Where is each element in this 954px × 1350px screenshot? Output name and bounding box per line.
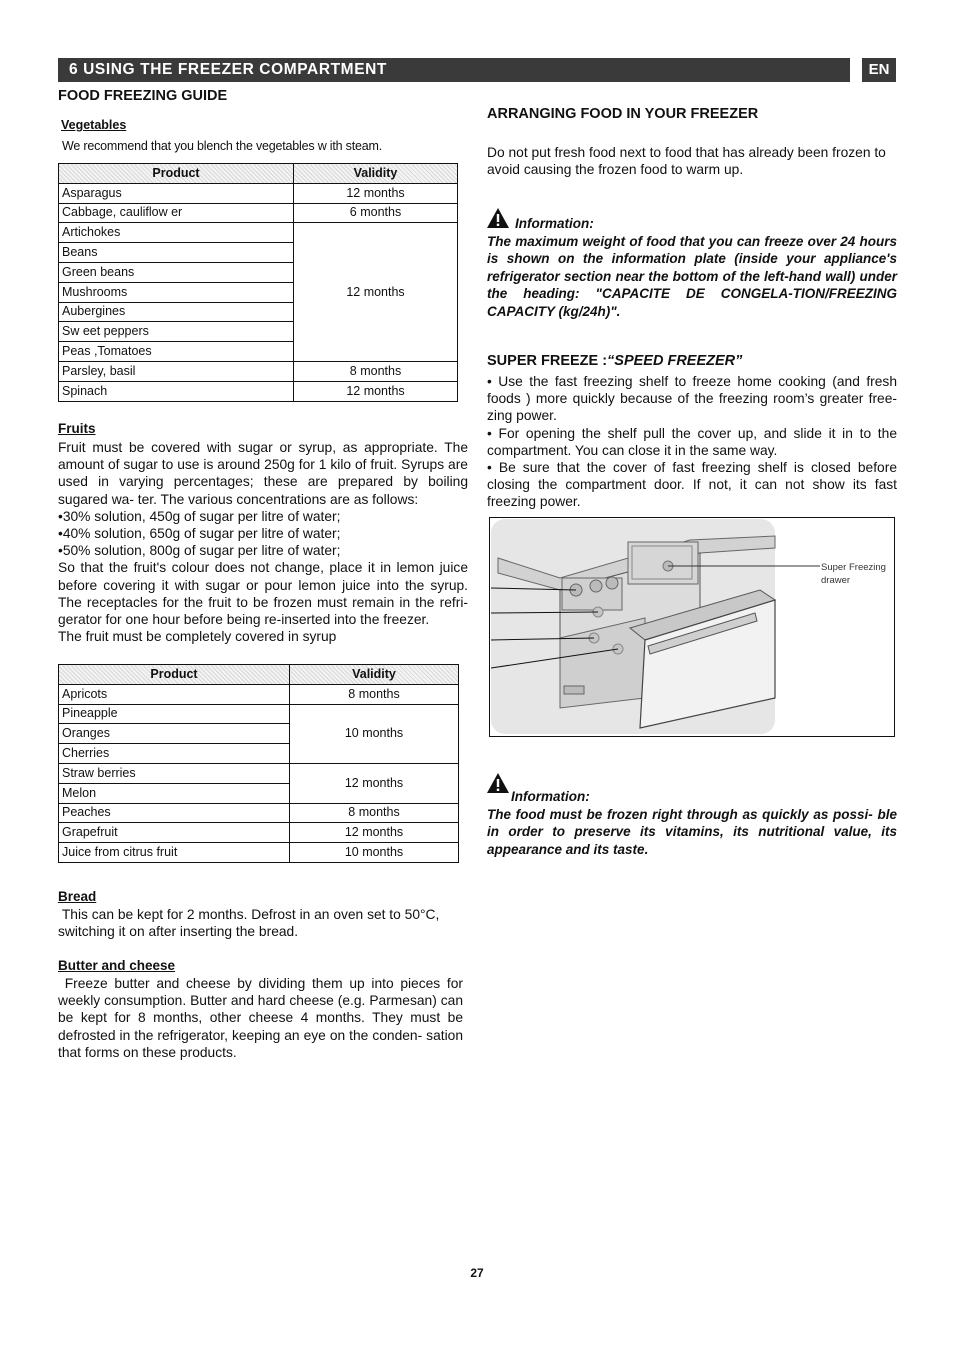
table-row (59, 763, 459, 783)
product-cell: Aubergines (59, 302, 294, 322)
table-header-row (59, 665, 459, 685)
validity-cell: 12 months (290, 823, 459, 843)
product-cell: Melon (59, 783, 290, 803)
food-freezing-guide-title: FOOD FREEZING GUIDE (58, 88, 228, 104)
product-cell: Spinach (59, 381, 294, 401)
product-cell: Asparagus (59, 183, 294, 203)
warning-icon (486, 772, 510, 799)
product-cell: Beans (59, 243, 294, 263)
bullet-item: • Use the fast freezing shelf to freeze home cooking (and fresh foods ) more quickly because of the freezing room’s greater free- zing power. (487, 374, 897, 424)
table-row (59, 823, 459, 843)
product-cell: Straw berries (59, 763, 290, 783)
bread-text: This can be kept for 2 months. Defrost in an oven set to 50°C, switching it on after inserting the bread. (58, 907, 444, 940)
product-cell: Parsley, basil (59, 361, 294, 381)
table-row (59, 223, 458, 243)
fruits-concentration: •40% solution, 650g of sugar per litre of water; (58, 526, 341, 542)
product-cell: Artichokes (59, 223, 294, 243)
column-header-validity: Validity (294, 164, 458, 184)
product-cell: Sw eet peppers (59, 322, 294, 342)
column-header-validity: Validity (290, 665, 459, 685)
page-number: 27 (470, 1266, 484, 1280)
table-row (59, 183, 458, 203)
product-cell: Cherries (59, 744, 290, 764)
vegetables-table (58, 163, 458, 402)
butter-cheese-heading: Butter and cheese (58, 958, 176, 973)
validity-cell: 8 months (294, 361, 458, 381)
fruits-paragraph: The fruit must be completely covered in syrup (58, 629, 337, 645)
table-row (59, 361, 458, 381)
table-row (59, 704, 459, 724)
validity-cell: 12 months (290, 763, 459, 803)
product-cell: Green beans (59, 262, 294, 282)
figure-label-line2: drawer (821, 575, 851, 586)
vegetables-heading: Vegetables (61, 118, 127, 132)
table-header-row (59, 164, 458, 184)
super-freeze-title-italic: “SPEED FREEZER” (607, 353, 743, 369)
product-cell: Grapefruit (59, 823, 290, 843)
product-cell: Pineapple (59, 704, 290, 724)
fruits-concentration: •30% solution, 450g of sugar per litre of water; (58, 508, 341, 524)
product-cell: Apricots (59, 684, 290, 704)
validity-cell: 10 months (290, 843, 459, 863)
validity-cell: 12 months (294, 183, 458, 203)
validity-cell: 12 months (294, 381, 458, 401)
vegetables-note: We recommend that you blench the vegetables w ith steam. (62, 139, 382, 153)
super-freeze-title (487, 353, 742, 369)
arranging-text: Do not put fresh food next to food that has already been frozen to avoid causing the frozen food to warm up. (487, 145, 886, 178)
figure-label-line1: Super Freezing (821, 562, 886, 573)
arranging-title: ARRANGING FOOD IN YOUR FREEZER (487, 106, 759, 122)
fruits-paragraph: So that the fruit's colour does not change, place it in lemon juice before covering it with sugar or pour lemon juice into the syrup. The receptacles for the fruit to be frozen must remain in the refri- gerator for one hour before being re-inserted into the freezer. (58, 560, 468, 628)
validity-cell: 12 months (294, 223, 458, 362)
bullet-item: • For opening the shelf pull the cover up, and slide it in to the compartment. You can close it in the same way. (487, 425, 897, 458)
warning-icon (486, 207, 510, 234)
table-row (59, 803, 459, 823)
info1-title: Information: (515, 216, 594, 231)
fruits-heading: Fruits (58, 421, 96, 436)
table-row (59, 684, 459, 704)
freezer-drawer-illustration (490, 518, 893, 735)
product-cell: Peas ,Tomatoes (59, 342, 294, 362)
column-header-product: Product (59, 665, 290, 685)
table-row (59, 843, 459, 863)
fruits-concentration: •50% solution, 800g of sugar per litre of water; (58, 543, 341, 559)
validity-cell: 10 months (290, 704, 459, 763)
table-row (59, 203, 458, 223)
super-freezing-drawer-figure (489, 517, 895, 737)
language-badge: EN (862, 58, 896, 82)
product-cell: Peaches (59, 803, 290, 823)
super-freeze-bullets (487, 373, 897, 511)
fruits-paragraph: Fruit must be covered with sugar or syrup, as appropriate. The amount of sugar to use is around 250g for 1 kilo of fruit. Syrups are used in varying percentages; these are prepared by boiling sugared wa- ter. The various concentrations are as follows: (58, 440, 468, 507)
product-cell: Oranges (59, 724, 290, 744)
bread-heading: Bread (58, 889, 97, 904)
fruits-table (58, 664, 459, 863)
validity-cell: 6 months (294, 203, 458, 223)
super-freeze-title-plain: SUPER FREEZE : (487, 353, 608, 369)
info2-text: The food must be frozen right through as quickly as possi- ble in order to preserve its vitamins, its nutritional value, its appearance and its taste. (487, 807, 897, 857)
product-cell: Cabbage, cauliflow er (59, 203, 294, 223)
fruits-text (58, 439, 468, 645)
butter-cheese-text: Freeze butter and cheese by dividing them up into pieces for weekly consumption. Butter and hard cheese (e.g. Parmesan) can be kept for 8 months, other cheese 4 months. They must be defrosted in the refrigerator, keeping an eye on the conden- sation that forms on these products. (58, 976, 467, 1060)
column-header-product: Product (59, 164, 294, 184)
table-row (59, 381, 458, 401)
section-title: 6 USING THE FREEZER COMPARTMENT (69, 61, 387, 78)
product-cell: Juice from citrus fruit (59, 843, 290, 863)
info2-title: Information: (511, 789, 590, 804)
bullet-item: • Be sure that the cover of fast freezing shelf is closed before closing the compartment door. If not, it can not show its fast freezing power. (487, 460, 897, 510)
validity-cell: 8 months (290, 803, 459, 823)
info1-text: The maximum weight of food that you can freeze over 24 hours is shown on the information plate (inside your appliance's refrigerator section near the bottom of the left-hand wall) under the heading: "CAPACITE DE CONGELA-TION/FREEZING CAPACITY (kg/24h)". (487, 234, 897, 319)
product-cell: Mushrooms (59, 282, 294, 302)
validity-cell: 8 months (290, 684, 459, 704)
